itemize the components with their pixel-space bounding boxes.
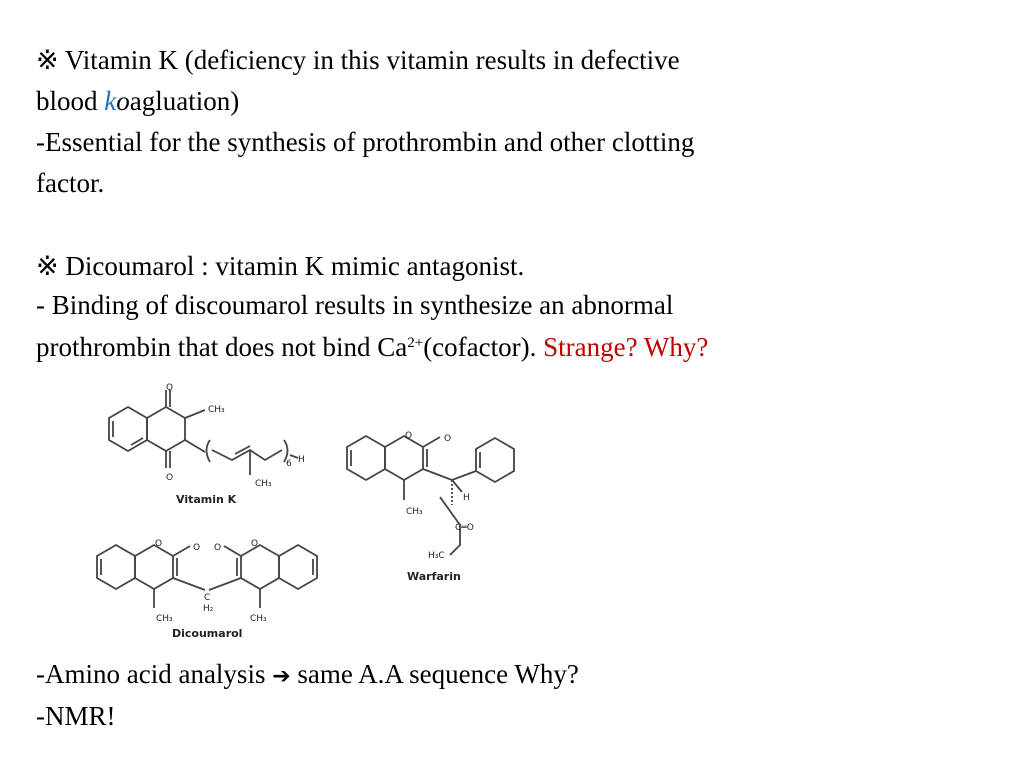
vk-sub6: 6 [286, 459, 292, 469]
warfarin-o-ring: O [405, 431, 413, 441]
strange-why-text: Strange? Why? [543, 332, 709, 362]
dicoumarol-ch2: C [204, 593, 211, 603]
warfarin-h3c: H₃C [428, 551, 445, 561]
vk-ch3-top: CH₃ [208, 405, 225, 415]
vk-o-top: O [166, 383, 174, 393]
reference-mark: ※ [36, 251, 59, 281]
dicoumarol-line2: - Binding of discoumarol results in synthesize an abnormal [36, 290, 674, 320]
highlight-k: k [104, 86, 117, 116]
reference-mark: ※ [36, 45, 59, 75]
warfarin-label: Warfarin [407, 570, 461, 583]
warfarin-co: C═O [455, 523, 474, 533]
nmr-line: -NMR! [36, 701, 116, 731]
arrow-icon: ➔ [272, 664, 291, 689]
dicoumarol-h2: H₂ [203, 604, 214, 614]
dicoumarol-label: Dicoumarol [172, 627, 243, 640]
vitamin-k-line2: blood koagluation) [36, 86, 240, 116]
vitamin-k-line4: factor. [36, 168, 105, 198]
dicoumarol-ch3-left: CH₃ [156, 614, 173, 624]
dicoumarol-line3: prothrombin that does not bind $Ca^{2+}(cofactor)$. Strange? Why? [36, 332, 709, 362]
warfarin-structure [347, 436, 514, 555]
vk-o-bottom: O [166, 473, 174, 483]
dicoumarol-o1: O [155, 539, 163, 549]
vk-ch3-bottom: CH₃ [255, 479, 272, 489]
vitamin-k-label: Vitamin K [176, 493, 237, 506]
dicoumarol-o4: O [251, 539, 259, 549]
dicoumarol-o2: O [193, 543, 201, 553]
vitamin-k-title: Vitamin K (deficiency in this vitamin results in defective [64, 45, 680, 75]
dicoumarol-ch3-right: CH₃ [250, 614, 267, 624]
warfarin-o-carbonyl: O [444, 434, 452, 444]
vk-h: H [298, 455, 305, 465]
vitamin-k-structure [109, 390, 298, 475]
vitamin-k-line3: -Essential for the synthesis of prothrombin and other clotting [36, 127, 695, 157]
amino-acid-line: -Amino acid analysis ➔ same A.A sequence Why? [36, 659, 579, 689]
warfarin-ch3: CH₃ [406, 507, 423, 517]
dicoumarol-o3: O [214, 543, 222, 553]
warfarin-h: H [463, 493, 470, 503]
dicoumarol-title: Dicoumarol : vitamin K mimic antagonist. [65, 251, 525, 281]
